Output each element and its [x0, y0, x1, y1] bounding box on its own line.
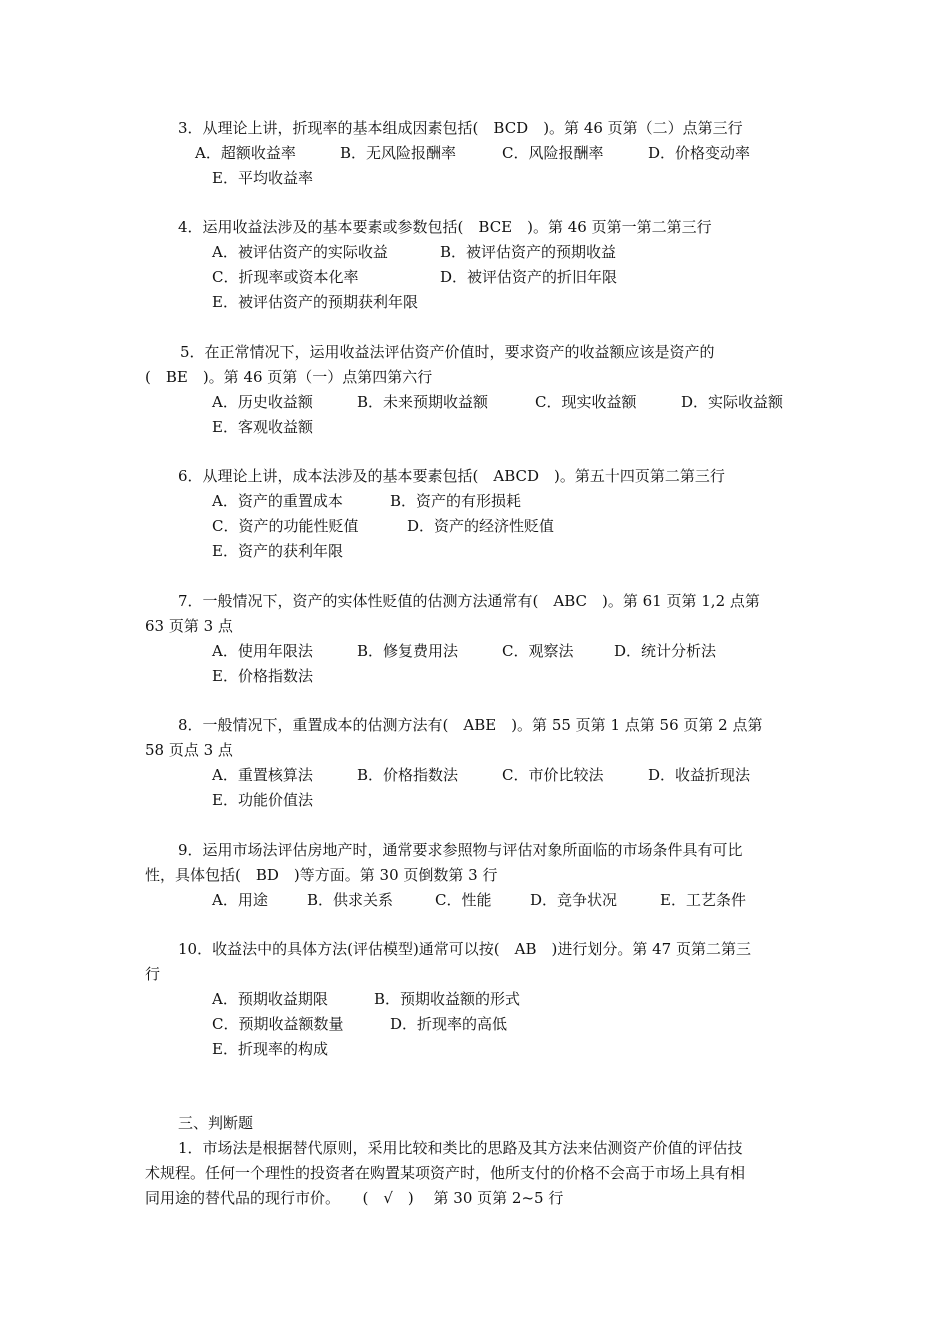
section-title: 三、判断题: [178, 1114, 254, 1132]
question-stem-continued: 63 页第 3 点: [145, 617, 233, 635]
question-stem: 7．一般情况下，资产的实体性贬值的估测方法通常有( ABC )。第 61 页第 1,2 点第: [178, 592, 760, 610]
judgment-text-continued: 术规程。任何一个理性的投资者在购置某项资产时，他所支付的价格不会高于市场上具有相: [145, 1164, 746, 1182]
option-e: E．被评估资产的预期获利年限: [212, 293, 418, 311]
option-d: D．实际收益额: [681, 393, 784, 411]
option-b: B．无风险报酬率: [340, 144, 457, 162]
option-d: D．竞争状况: [530, 891, 618, 909]
option-a: A．资产的重置成本: [212, 492, 343, 510]
option-d: D．折现率的高低: [390, 1015, 508, 1033]
option-d: D．收益折现法: [648, 766, 751, 784]
question-stem-continued: 58 页点 3 点: [145, 741, 233, 759]
question-stem: 8．一般情况下，重置成本的估测方法有( ABE )。第 55 页第 1 点第 56 页第 2 点第: [178, 716, 763, 734]
option-c: C．观察法: [502, 642, 574, 660]
option-b: B．未来预期收益额: [357, 393, 489, 411]
option-c: C．风险报酬率: [502, 144, 604, 162]
option-e: E．资产的获利年限: [212, 542, 343, 560]
option-d: D．资产的经济性贬值: [407, 517, 555, 535]
question-stem: 9．运用市场法评估房地产时，通常要求参照物与评估对象所面临的市场条件具有可比: [178, 841, 743, 859]
option-b: B．供求关系: [307, 891, 394, 909]
option-e: E．功能价值法: [212, 791, 313, 809]
option-b: B．资产的有形损耗: [390, 492, 522, 510]
question-stem-continued: 性，具体包括( BD )等方面。第 30 页倒数第 3 行: [145, 866, 498, 884]
question-stem: 6．从理论上讲，成本法涉及的基本要素包括( ABCD )。第五十四页第二第三行: [178, 467, 725, 485]
option-a: A．使用年限法: [212, 642, 313, 660]
option-e: E．价格指数法: [212, 667, 313, 685]
option-b: B．修复费用法: [357, 642, 459, 660]
question-stem-continued: ( BE )。第 46 页第（一）点第四第六行: [145, 368, 433, 386]
option-e: E．工艺条件: [660, 891, 746, 909]
option-c: C．市价比较法: [502, 766, 604, 784]
option-d: D．价格变动率: [648, 144, 751, 162]
option-a: A．历史收益额: [212, 393, 313, 411]
option-e: E．折现率的构成: [212, 1040, 328, 1058]
option-a: A．用途: [212, 891, 268, 909]
option-d: D．被评估资产的折旧年限: [440, 268, 618, 286]
question-stem: 4．运用收益法涉及的基本要素或参数包括( BCE )。第 46 页第一第二第三行: [178, 218, 712, 236]
question-stem: 5．在正常情况下，运用收益法评估资产价值时，要求资产的收益额应该是资产的: [180, 343, 715, 361]
option-b: B．预期收益额的形式: [374, 990, 521, 1008]
option-e: E．客观收益额: [212, 418, 313, 436]
option-c: C．资产的功能性贬值: [212, 517, 359, 535]
question-stem: 3．从理论上讲，折现率的基本组成因素包括( BCD )。第 46 页第（二）点第三行: [178, 119, 743, 137]
option-a: A．被评估资产的实际收益: [212, 243, 388, 261]
option-d: D．统计分析法: [614, 642, 717, 660]
option-a: A．预期收益期限: [212, 990, 328, 1008]
judgment-text: 1．市场法是根据替代原则，采用比较和类比的思路及其方法来估测资产价值的评估技: [178, 1139, 743, 1157]
option-c: C．折现率或资本化率: [212, 268, 359, 286]
option-b: B．价格指数法: [357, 766, 459, 784]
option-a: A．重置核算法: [212, 766, 313, 784]
option-c: C．现实收益额: [535, 393, 637, 411]
option-c: C．预期收益额数量: [212, 1015, 344, 1033]
option-b: B．被评估资产的预期收益: [440, 243, 617, 261]
question-stem-continued: 行: [145, 965, 161, 983]
judgment-text-continued: 同用途的替代品的现行市价。 ( √ ) 第 30 页第 2~5 行: [145, 1189, 564, 1207]
question-stem: 10．收益法中的具体方法(评估模型)通常可以按( AB )进行划分。第 47 页第二第三: [178, 940, 751, 958]
option-a: A．超额收益率: [195, 144, 296, 162]
option-c: C．性能: [435, 891, 492, 909]
option-e: E．平均收益率: [212, 169, 313, 187]
